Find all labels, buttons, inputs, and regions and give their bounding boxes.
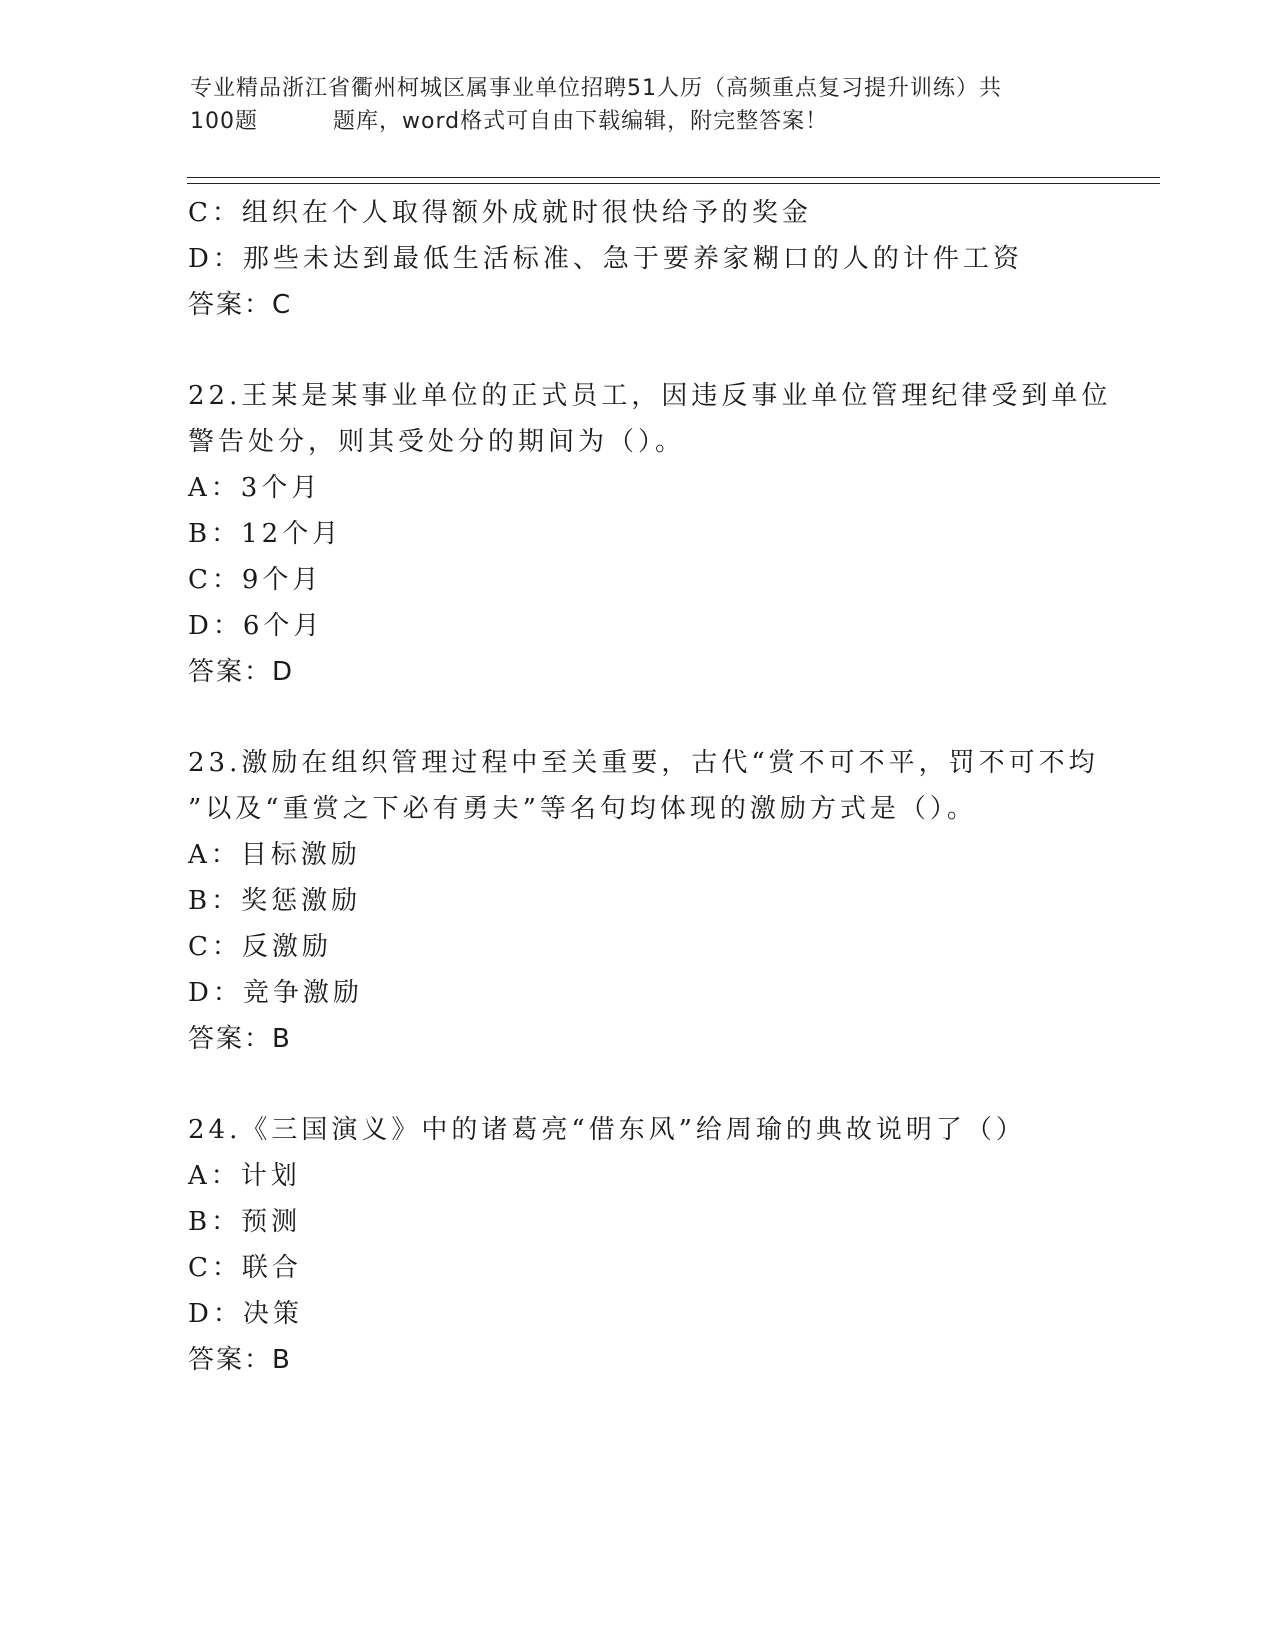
option-a: A：目标激励 bbox=[188, 840, 361, 870]
option-c: C：联合 bbox=[188, 1253, 302, 1283]
header-divider-top bbox=[187, 177, 1160, 178]
question-stem-line: 22.王某是某事业单位的正式员工，因违反事业单位管理纪律受到单位 bbox=[188, 381, 1112, 411]
question-stem-line: 警告处分，则其受处分的期间为（）。 bbox=[188, 427, 686, 457]
option-d: D：决策 bbox=[188, 1299, 303, 1329]
option-b: B：12个月 bbox=[188, 519, 343, 549]
header-title-line2 bbox=[190, 105, 1090, 138]
option-d: D：竞争激励 bbox=[188, 978, 363, 1008]
option-b: B：预测 bbox=[188, 1207, 302, 1237]
option-b: B：奖惩激励 bbox=[188, 886, 362, 916]
question-23 bbox=[188, 740, 1108, 1062]
header-subtitle: 题库，word格式可自由下载编辑，附完整答案！ bbox=[333, 109, 829, 134]
option-a: A：3个月 bbox=[188, 473, 322, 503]
question-stem-line: ”以及“重赏之下必有勇夫”等名句均体现的激励方式是（）。 bbox=[188, 794, 977, 824]
question-list bbox=[188, 190, 1112, 1383]
document-header bbox=[190, 72, 1090, 138]
question-24 bbox=[188, 1107, 1108, 1383]
option-d: D：那些未达到最低生活标准、急于要养家糊口的人的计件工资 bbox=[188, 244, 1023, 274]
option-c: C：组织在个人取得额外成就时很快给予的奖金 bbox=[188, 198, 812, 228]
header-divider-bottom bbox=[187, 183, 1160, 184]
option-d: D：6个月 bbox=[188, 611, 324, 641]
option-c: C：9个月 bbox=[188, 565, 323, 595]
header-title-line1: 专业精品浙江省衢州柯城区属事业单位招聘51人历（高频重点复习提升训练）共 bbox=[190, 76, 1002, 101]
header-question-count: 100题 bbox=[190, 109, 258, 134]
option-c: C：反激励 bbox=[188, 932, 332, 962]
question-stem-line: 23.激励在组织管理过程中至关重要，古代“赏不可不平，罚不可不均 bbox=[188, 748, 1099, 778]
question-21-continued bbox=[188, 190, 1108, 328]
question-stem-line: 24.《三国演义》中的诸葛亮“借东风”给周瑜的典故说明了（） bbox=[188, 1115, 1026, 1145]
answer-line: 答案：B bbox=[188, 1345, 292, 1375]
answer-line: 答案：B bbox=[188, 1024, 292, 1054]
option-a: A：计划 bbox=[188, 1161, 301, 1191]
answer-line: 答案：D bbox=[188, 657, 295, 687]
question-22 bbox=[188, 373, 1112, 695]
answer-line: 答案：C bbox=[188, 290, 293, 320]
